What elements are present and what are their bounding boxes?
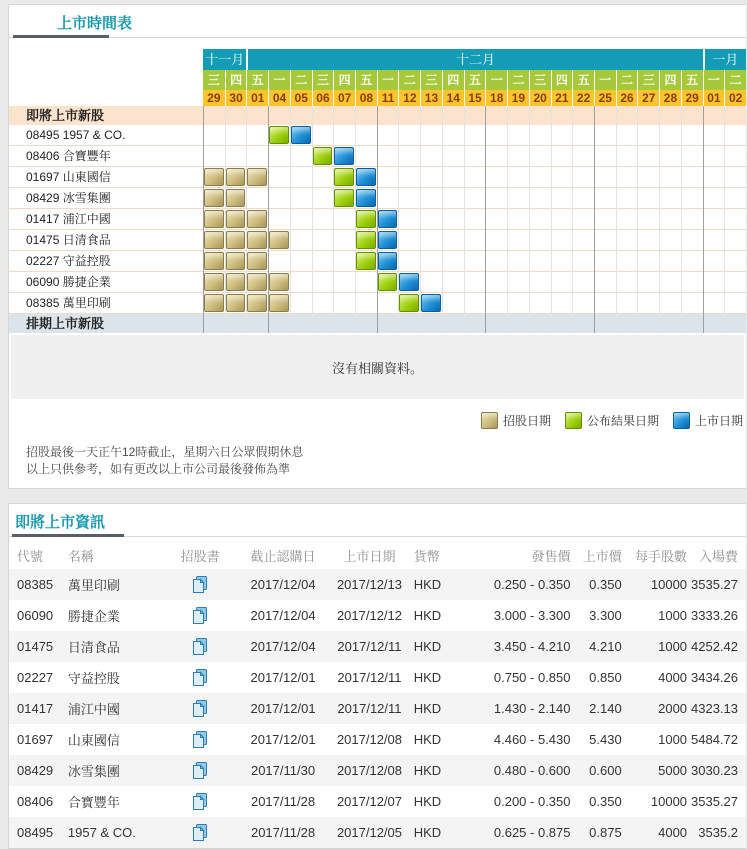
weekday-cell: 四 (551, 70, 573, 90)
stock-label: 06090 勝捷企業 (26, 275, 111, 289)
info-title: 即將上市資訊 (15, 514, 106, 531)
listing-date: 2017/12/07 (336, 794, 403, 809)
listing-date-cell (291, 126, 311, 144)
date-cell: 27 (637, 90, 659, 106)
ipo-period-cell (226, 252, 246, 270)
listing-date-cell (356, 189, 376, 207)
ipo-period-cell (247, 294, 267, 312)
listing-info-panel (8, 503, 746, 849)
deadline-date: 2017/12/01 (250, 732, 316, 747)
weekday-cell: 三 (637, 70, 659, 90)
entry-fee: 4252.42 (691, 639, 738, 654)
offer-price: 4.460 - 5.430 (493, 732, 571, 747)
stock-name: 守益控股 (67, 671, 120, 686)
weekday-cell: 五 (246, 70, 268, 90)
date-cell: 11 (377, 90, 399, 106)
table-row (9, 724, 746, 755)
stock-code: 08406 (17, 794, 54, 809)
no-data-box (11, 335, 744, 399)
weekday-cell: 四 (333, 70, 355, 90)
table-body (9, 569, 746, 848)
offer-price: 0.625 - 0.875 (493, 825, 571, 840)
result-date-cell (356, 252, 376, 270)
date-cell: 01 (246, 90, 268, 106)
date-row (9, 90, 746, 106)
legend-label: 公布結果日期 (586, 414, 659, 428)
date-cell: 01 (703, 90, 725, 106)
listing-date: 2017/12/12 (336, 608, 403, 623)
entry-fee: 3535.27 (691, 577, 738, 592)
legend-label: 上市日期 (694, 414, 743, 428)
legend-listing-swatch (673, 412, 690, 429)
date-cell: 21 (551, 90, 573, 106)
weekday-cell: 一 (594, 70, 616, 90)
legend (9, 412, 743, 429)
stock-code: 08385 (17, 577, 54, 592)
date-cell: 05 (290, 90, 312, 106)
weekday-cell: 二 (507, 70, 529, 90)
listing-date-cell (334, 147, 354, 165)
offer-price: 3.450 - 4.210 (493, 639, 571, 654)
month-cell: 十二月 (246, 49, 702, 70)
date-cell: 22 (572, 90, 594, 106)
currency: HKD (413, 608, 442, 623)
offer-price: 0.200 - 0.350 (493, 794, 571, 809)
listing-date: 2017/12/08 (336, 763, 403, 778)
weekday-cell: 四 (659, 70, 681, 90)
prospectus-icon[interactable] (160, 569, 239, 600)
ipo-period-cell (204, 189, 224, 207)
table-row (9, 755, 746, 786)
table-row (9, 786, 746, 817)
table-row (9, 631, 746, 662)
ipo-period-cell (247, 210, 267, 228)
listing-date-cell (378, 210, 398, 228)
ipo-period-cell (226, 210, 246, 228)
lot-size: 4000 (658, 670, 688, 685)
footnote-line: 以上只供參考，如有更改以上市公司最後發佈為準 (26, 462, 291, 476)
prospectus-icon[interactable] (160, 693, 239, 724)
weekday-cell: 五 (464, 70, 486, 90)
lot-size: 1000 (658, 639, 688, 654)
weekday-cell: 三 (420, 70, 442, 90)
column-header: 名稱 (67, 548, 94, 564)
listing-price: 5.430 (589, 732, 622, 747)
legend-ipo-swatch (481, 412, 498, 429)
table-row (9, 693, 746, 724)
timetable-title: 上市時間表 (57, 15, 133, 32)
result-date-cell (356, 210, 376, 228)
entry-fee: 3333.26 (691, 608, 738, 623)
prospectus-icon[interactable] (160, 724, 239, 755)
gantt-stock-row (9, 125, 746, 146)
prospectus-icon[interactable] (160, 631, 239, 662)
offer-price: 1.430 - 2.140 (493, 701, 571, 716)
prospectus-icon[interactable] (160, 817, 239, 848)
gantt-stock-row (9, 293, 746, 314)
ipo-period-cell (226, 231, 246, 249)
lot-size: 5000 (658, 763, 688, 778)
column-header: 截止認購日 (250, 548, 316, 564)
listing-price: 0.850 (589, 670, 622, 685)
currency: HKD (413, 639, 442, 654)
prospectus-icon[interactable] (160, 755, 239, 786)
listing-date: 2017/12/08 (336, 732, 403, 747)
title-rule-accent (12, 534, 124, 537)
ipo-period-cell (204, 231, 224, 249)
listing-price: 3.300 (589, 608, 622, 623)
prospectus-icon[interactable] (160, 786, 239, 817)
stock-code: 02227 (17, 670, 54, 685)
column-header: 上市價 (582, 548, 622, 564)
stock-name: 日清食品 (67, 640, 120, 655)
weekday-cell: 四 (225, 70, 247, 90)
prospectus-icon[interactable] (160, 662, 239, 693)
legend-item (481, 412, 551, 429)
no-data-text: 沒有相關資料。 (331, 360, 423, 376)
currency: HKD (413, 732, 442, 747)
listing-date-cell (378, 231, 398, 249)
listing-date: 2017/12/11 (337, 701, 402, 716)
weekday-row (9, 70, 746, 90)
footnotes (26, 444, 746, 478)
weekday-cell: 三 (529, 70, 551, 90)
ipo-period-cell (269, 294, 289, 312)
weekday-cell: 三 (312, 70, 334, 90)
weekday-cell: 四 (442, 70, 464, 90)
table-row (9, 662, 746, 693)
date-cell: 30 (225, 90, 247, 106)
stock-name: 1957 & CO. (67, 825, 136, 840)
weekday-cell: 五 (681, 70, 703, 90)
result-date-cell (313, 147, 333, 165)
table-header-row (9, 541, 746, 569)
date-cell: 25 (594, 90, 616, 106)
footnote-line: 招股最後一天正午12時截止，星期六日公眾假期休息 (26, 445, 304, 459)
legend-result-swatch (565, 412, 582, 429)
ipo-period-cell (204, 252, 224, 270)
legend-label: 招股日期 (502, 414, 551, 428)
date-cell: 06 (312, 90, 334, 106)
deadline-date: 2017/12/01 (250, 670, 316, 685)
gantt-stock-row (9, 188, 746, 209)
offer-price: 3.000 - 3.300 (493, 608, 571, 623)
column-header: 招股書 (180, 548, 220, 564)
column-header: 上市日期 (343, 548, 396, 564)
column-header: 貨幣 (413, 548, 440, 564)
lot-size: 2000 (658, 701, 688, 716)
listing-date-cell (356, 168, 376, 186)
weekday-cell: 二 (724, 70, 746, 90)
entry-fee: 4323.13 (691, 701, 738, 716)
date-cell: 12 (398, 90, 420, 106)
lot-size: 10000 (650, 794, 688, 809)
gantt-stock-row (9, 230, 746, 251)
weekday-cell: 二 (398, 70, 420, 90)
date-cell: 13 (420, 90, 442, 106)
weekday-cell: 一 (268, 70, 290, 90)
deadline-date: 2017/12/04 (250, 639, 316, 654)
entry-fee: 3535.27 (691, 794, 738, 809)
section-scheduled-band: 排期上市新股 (9, 314, 746, 333)
date-cell: 14 (442, 90, 464, 106)
ipo-period-cell (247, 252, 267, 270)
stock-code: 06090 (17, 608, 54, 623)
title-rule (9, 534, 746, 537)
result-date-cell (399, 294, 419, 312)
ipo-period-cell (247, 168, 267, 186)
section-upcoming-band: 即將上市新股 (9, 106, 746, 125)
listing-price: 0.350 (589, 794, 622, 809)
result-date-cell (378, 273, 398, 291)
currency: HKD (413, 794, 442, 809)
gantt-stock-row (9, 209, 746, 230)
stock-label: 08429 冰雪集團 (26, 191, 111, 205)
date-cell: 07 (333, 90, 355, 106)
listing-date: 2017/12/11 (337, 639, 402, 654)
weekday-cell: 五 (355, 70, 377, 90)
stock-name: 合寶豐年 (67, 795, 120, 810)
lot-size: 10000 (650, 577, 688, 592)
month-row (9, 49, 746, 70)
stock-code: 08429 (17, 763, 54, 778)
stock-code: 08495 (17, 825, 54, 840)
stock-name: 萬里印刷 (67, 578, 120, 593)
prospectus-icon[interactable] (160, 600, 239, 631)
currency: HKD (413, 670, 442, 685)
offer-price: 0.750 - 0.850 (493, 670, 571, 685)
gantt-stock-row (9, 272, 746, 293)
stock-name: 勝捷企業 (67, 609, 120, 624)
title-rule (9, 35, 746, 38)
listing-date: 2017/12/13 (336, 577, 403, 592)
entry-fee: 3434.26 (691, 670, 738, 685)
ipo-period-cell (204, 294, 224, 312)
stock-name: 浦江中國 (67, 702, 120, 717)
date-cell: 26 (616, 90, 638, 106)
currency: HKD (413, 763, 442, 778)
listing-price: 2.140 (589, 701, 622, 716)
table-row (9, 569, 746, 600)
table-row (9, 817, 746, 848)
listing-price: 0.350 (589, 577, 622, 592)
stock-label: 01697 山東國信 (26, 170, 111, 184)
currency: HKD (413, 701, 442, 716)
offer-price: 0.250 - 0.350 (493, 577, 571, 592)
date-cell: 08 (355, 90, 377, 106)
column-header: 代號 (17, 548, 44, 564)
date-cell: 28 (659, 90, 681, 106)
deadline-date: 2017/12/01 (250, 701, 316, 716)
currency: HKD (413, 577, 442, 592)
deadline-date: 2017/11/28 (250, 825, 316, 840)
date-cell: 29 (203, 90, 225, 106)
legend-item (565, 412, 659, 429)
date-cell: 18 (485, 90, 507, 106)
stock-code: 01697 (17, 732, 54, 747)
gantt-stock-row (9, 146, 746, 167)
listing-timetable-panel (8, 4, 746, 489)
listing-date-cell (378, 252, 398, 270)
weekday-cell: 一 (703, 70, 725, 90)
listing-date-cell (421, 294, 441, 312)
date-cell: 15 (464, 90, 486, 106)
weekday-cell: 三 (203, 70, 225, 90)
stock-label: 08495 1957 & CO. (26, 128, 126, 142)
listing-date: 2017/12/11 (337, 670, 402, 685)
ipo-calendar (9, 49, 746, 478)
lot-size: 1000 (658, 608, 688, 623)
gantt-body (9, 106, 746, 333)
ipo-period-cell (247, 273, 267, 291)
deadline-date: 2017/11/28 (250, 794, 316, 809)
listing-date-cell (399, 273, 419, 291)
stock-name: 山東國信 (67, 733, 120, 748)
currency: HKD (413, 825, 442, 840)
ipo-period-cell (269, 231, 289, 249)
stock-name: 冰雪集團 (67, 764, 120, 779)
column-header: 發售價 (531, 548, 571, 564)
listing-price: 4.210 (589, 639, 622, 654)
column-header: 入場費 (698, 548, 738, 564)
deadline-date: 2017/12/04 (250, 608, 316, 623)
ipo-period-cell (204, 273, 224, 291)
stock-label: 01475 日清食品 (26, 233, 111, 247)
gantt-rows (9, 125, 746, 314)
result-date-cell (269, 126, 289, 144)
entry-fee: 3535.2 (698, 825, 738, 840)
stock-code: 01475 (17, 639, 54, 654)
column-header: 每手股數 (635, 548, 688, 564)
ipo-info-table (9, 541, 746, 848)
title-rule-accent (13, 35, 109, 38)
ipo-period-cell (269, 273, 289, 291)
date-cell: 19 (507, 90, 529, 106)
stock-label: 01417 浦江中國 (26, 212, 111, 226)
ipo-period-cell (226, 273, 246, 291)
weekday-cell: 一 (485, 70, 507, 90)
month-cell: 一月 (703, 49, 746, 70)
result-date-cell (334, 189, 354, 207)
stock-label: 08385 萬里印刷 (26, 296, 111, 310)
stock-label: 08406 合寶豐年 (26, 149, 111, 163)
listing-price: 0.600 (589, 763, 622, 778)
ipo-period-cell (226, 294, 246, 312)
lot-size: 4000 (658, 825, 688, 840)
date-cell: 29 (681, 90, 703, 106)
lot-size: 1000 (658, 732, 688, 747)
result-date-cell (356, 231, 376, 249)
ipo-period-cell (226, 168, 246, 186)
weekday-cell: 五 (572, 70, 594, 90)
date-cell: 02 (724, 90, 746, 106)
deadline-date: 2017/11/30 (250, 763, 316, 778)
entry-fee: 3030.23 (691, 763, 738, 778)
gantt-stock-row (9, 167, 746, 188)
date-cell: 20 (529, 90, 551, 106)
offer-price: 0.480 - 0.600 (493, 763, 571, 778)
result-date-cell (334, 168, 354, 186)
deadline-date: 2017/12/04 (250, 577, 316, 592)
gantt-stock-row (9, 251, 746, 272)
stock-code: 01417 (17, 701, 54, 716)
month-cell: 十一月 (203, 49, 246, 70)
ipo-period-cell (226, 189, 246, 207)
ipo-period-cell (204, 210, 224, 228)
weekday-cell: 二 (616, 70, 638, 90)
listing-price: 0.875 (589, 825, 622, 840)
listing-date: 2017/12/05 (336, 825, 403, 840)
table-row (9, 600, 746, 631)
ipo-period-cell (247, 231, 267, 249)
weekday-cell: 二 (290, 70, 312, 90)
date-cell: 04 (268, 90, 290, 106)
ipo-period-cell (204, 168, 224, 186)
weekday-cell: 一 (377, 70, 399, 90)
stock-label: 02227 守益控股 (26, 254, 111, 268)
legend-item (673, 412, 743, 429)
entry-fee: 5484.72 (691, 732, 738, 747)
